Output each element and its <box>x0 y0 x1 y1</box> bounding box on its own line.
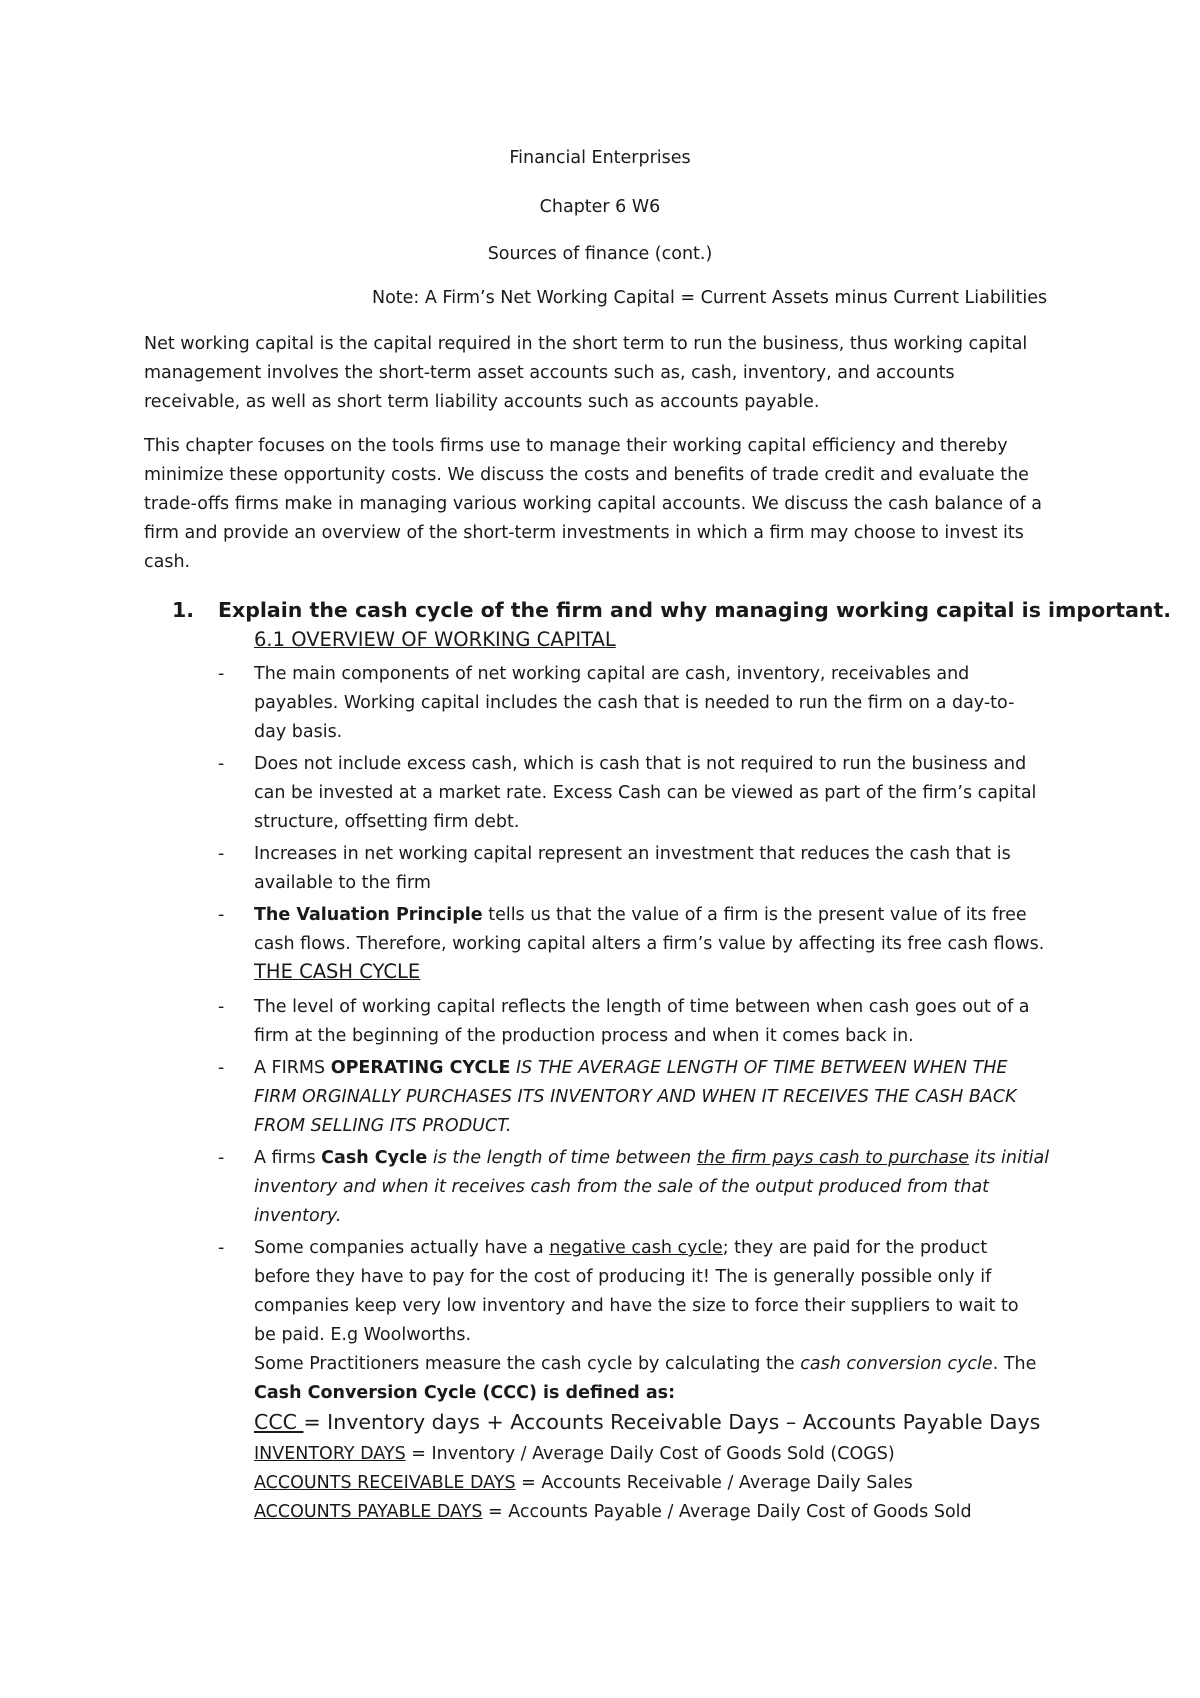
bullet-item <box>218 1144 1078 1231</box>
text-line: day basis. <box>254 722 343 742</box>
ccc-formula <box>254 1408 1040 1437</box>
ccc-intro-line <box>254 1350 1036 1379</box>
formula-label: ACCOUNTS RECEIVABLE DAYS <box>254 1473 516 1493</box>
italic-span: its initial <box>969 1148 1050 1168</box>
dash-bullet: - <box>218 1148 225 1168</box>
objective-text: Explain the cash cycle of the firm and why managing working capital is important. <box>218 598 1172 622</box>
text-line: This chapter focuses on the tools firms use to manage their working capital efficiency and thereby <box>144 436 1008 456</box>
intro-paragraph-1 <box>144 330 1064 417</box>
text-line: available to the firm <box>254 873 431 893</box>
bold-term: The Valuation Principle <box>254 905 483 925</box>
bullet-item <box>218 660 1078 747</box>
italic-span: cash conversion cycle <box>800 1354 993 1374</box>
text-line <box>254 1234 1078 1263</box>
intro-paragraph-2 <box>144 432 1064 577</box>
text-line: management involves the short-term asset accounts such as, cash, inventory, and accounts <box>144 363 955 383</box>
bullet-item <box>218 1054 1078 1141</box>
bullet-item <box>218 993 1078 1051</box>
text-span: A FIRMS <box>254 1058 331 1078</box>
text-line: The main components of net working capital are cash, inventory, receivables and <box>254 664 970 684</box>
text-line: Does not include excess cash, which is cash that is not required to run the business and <box>254 754 1027 774</box>
underlined-span: negative cash cycle <box>549 1238 723 1258</box>
text-line: inventory and when it receives cash from the sale of the output produced from that <box>254 1177 990 1197</box>
section-title-cash-cycle: THE CASH CYCLE <box>254 960 421 983</box>
inventory-days-formula <box>254 1440 895 1469</box>
formula-text: = Accounts Payable / Average Daily Cost of Goods Sold <box>482 1502 972 1522</box>
payable-days-formula <box>254 1498 972 1527</box>
bold-term: Cash Conversion Cycle (CCC) <box>254 1383 537 1403</box>
topic-title: Sources of finance (cont.) <box>487 244 713 264</box>
text-line: Increases in net working capital represent an investment that reduces the cash that is <box>254 844 1011 864</box>
dash-bullet: - <box>218 997 225 1017</box>
text-line: be paid. E.g Woolworths. <box>254 1325 472 1345</box>
text-span: . The <box>992 1354 1037 1374</box>
section-title-overview: 6.1 OVERVIEW OF WORKING CAPITAL <box>254 628 616 651</box>
text-line: trade-offs firms make in managing various working capital accounts. We discuss the cash balance of a <box>144 494 1042 514</box>
dash-bullet: - <box>218 1058 225 1078</box>
text-line: FIRM ORGINALLY PURCHASES ITS INVENTORY AND WHEN IT RECEIVES THE CASH BACK <box>254 1087 1017 1107</box>
formula-label: INVENTORY DAYS <box>254 1444 406 1464</box>
bullet-item <box>218 901 1078 959</box>
text-line: companies keep very low inventory and have the size to force their suppliers to wait to <box>254 1296 1019 1316</box>
bold-term: Cash Cycle <box>321 1148 428 1168</box>
underlined-span: the firm pays cash to purchase <box>696 1148 970 1168</box>
bullet-item <box>218 750 1078 837</box>
course-title: Financial Enterprises <box>509 148 691 168</box>
text-span: tells us that the value of a firm is the present value of its free <box>482 905 1027 925</box>
receivable-days-formula <box>254 1469 913 1498</box>
dash-bullet: - <box>218 664 225 684</box>
text-line: minimize these opportunity costs. We discuss the costs and benefits of trade credit and evaluate the <box>144 465 1029 485</box>
text-span: Some Practitioners measure the cash cycle by calculating the <box>254 1354 801 1374</box>
text-line: receivable, as well as short term liability accounts such as accounts payable. <box>144 392 820 412</box>
bold-term: is defined as: <box>536 1383 676 1403</box>
formula-label: ACCOUNTS PAYABLE DAYS <box>254 1502 483 1522</box>
text-line <box>254 901 1078 930</box>
ccc-definition-line <box>254 1379 675 1408</box>
bullet-item <box>218 840 1078 898</box>
text-line: cash. <box>144 552 191 572</box>
text-line: before they have to pay for the cost of producing it! The is generally possible only if <box>254 1267 992 1287</box>
dash-bullet: - <box>218 844 225 864</box>
text-line: can be invested at a market rate. Excess Cash can be viewed as part of the firm’s capital <box>254 783 1037 803</box>
dash-bullet: - <box>218 1238 225 1258</box>
formula-text: = Accounts Receivable / Average Daily Sales <box>515 1473 913 1493</box>
dash-bullet: - <box>218 754 225 774</box>
text-span: ; they are paid for the product <box>722 1238 988 1258</box>
text-line <box>254 1144 1078 1173</box>
italic-span: IS THE AVERAGE LENGTH OF TIME BETWEEN WHEN THE <box>510 1058 1008 1078</box>
text-line: firm at the beginning of the production process and when it comes back in. <box>254 1026 914 1046</box>
formula-text: = Inventory days + Accounts Receivable Days – Accounts Payable Days <box>303 1410 1041 1434</box>
text-line: The level of working capital reflects the length of time between when cash goes out of a <box>254 997 1030 1017</box>
chapter-title: Chapter 6 W6 <box>539 197 661 217</box>
text-line: inventory. <box>254 1206 342 1226</box>
italic-span: is the length of time between <box>427 1148 697 1168</box>
note-line: Note: A Firm’s Net Working Capital = Current Assets minus Current Liabilities <box>372 288 1048 308</box>
text-span: A firms <box>254 1148 322 1168</box>
bullet-item <box>218 1234 1078 1350</box>
formula-text: = Inventory / Average Daily Cost of Goods Sold (COGS) <box>405 1444 895 1464</box>
text-line <box>254 1054 1078 1083</box>
objective-number: 1. <box>172 598 195 622</box>
text-span: Some companies actually have a <box>254 1238 550 1258</box>
bold-term: OPERATING CYCLE <box>330 1058 511 1078</box>
text-line: structure, offsetting firm debt. <box>254 812 520 832</box>
text-line: Net working capital is the capital required in the short term to run the business, thus working capital <box>144 334 1028 354</box>
formula-label: CCC <box>254 1410 304 1434</box>
objective-heading <box>172 598 1171 622</box>
text-line: cash flows. Therefore, working capital alters a firm’s value by affecting its free cash flows. <box>254 934 1045 954</box>
dash-bullet: - <box>218 905 225 925</box>
text-line: FROM SELLING ITS PRODUCT. <box>254 1116 512 1136</box>
text-line: firm and provide an overview of the short-term investments in which a firm may choose to invest its <box>144 523 1024 543</box>
text-line: payables. Working capital includes the cash that is needed to run the firm on a day-to- <box>254 693 1015 713</box>
